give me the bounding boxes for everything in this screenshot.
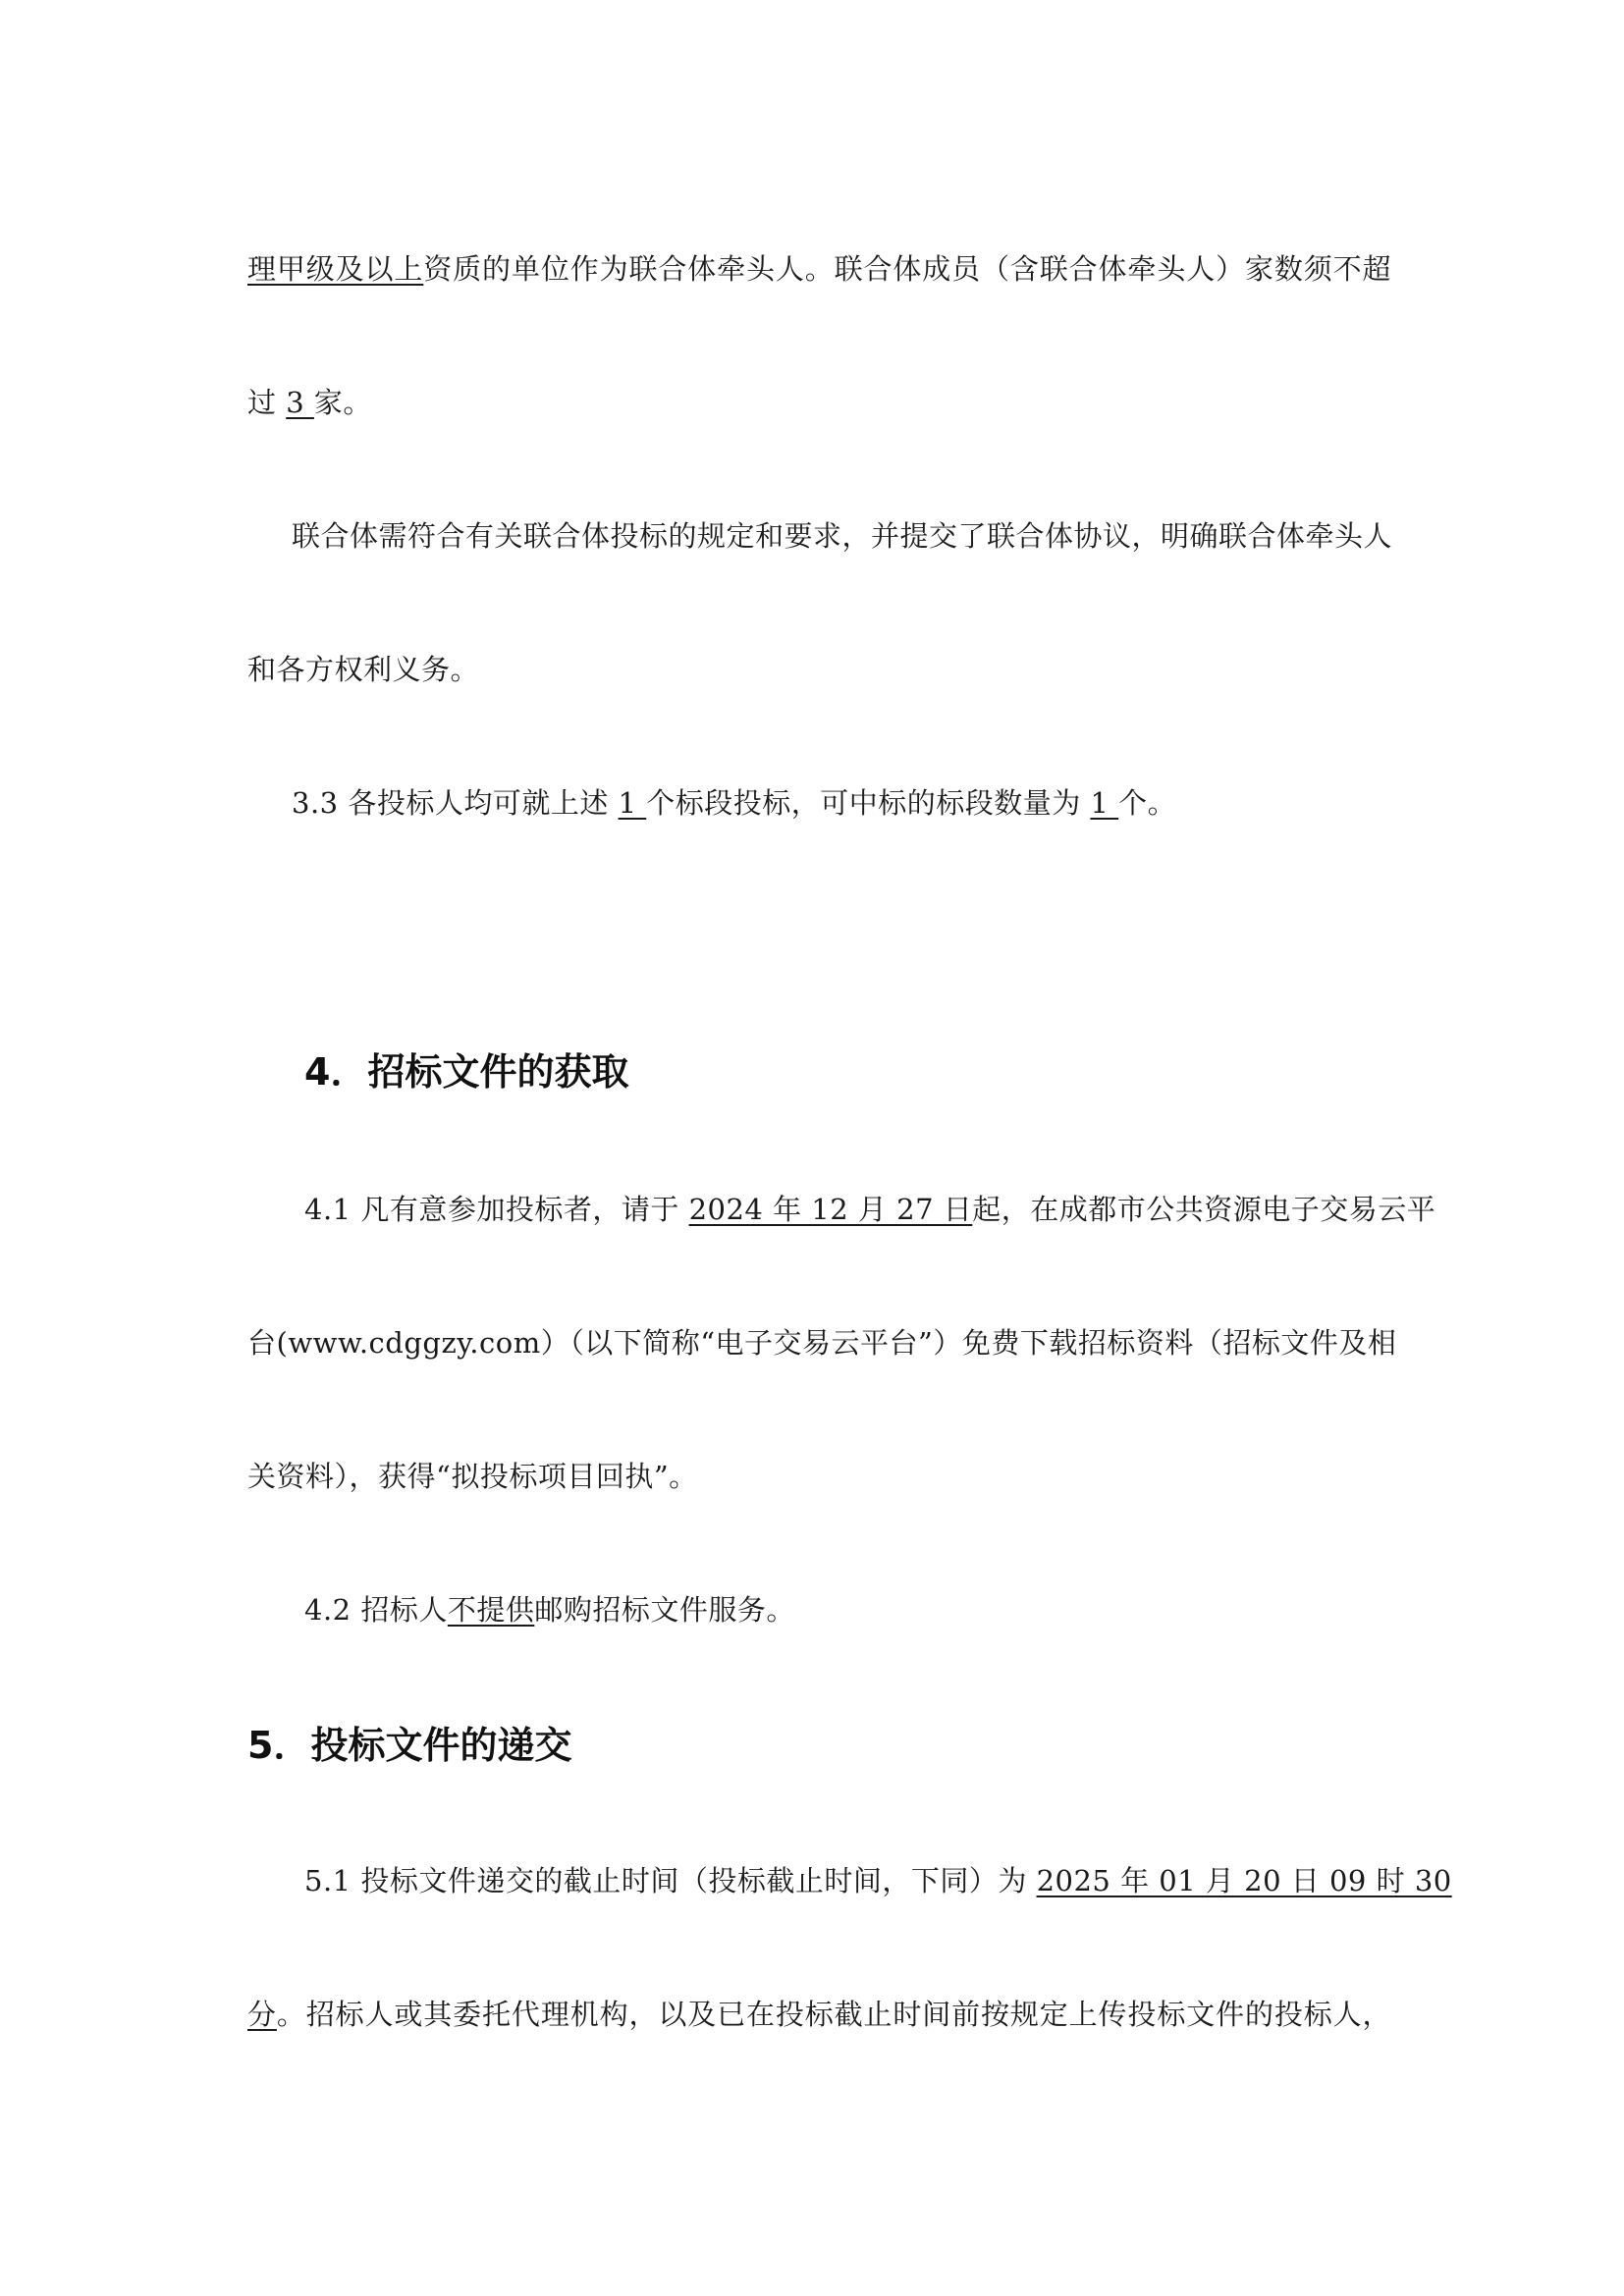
item-4-2-prefix: 4.2 招标人 bbox=[304, 1593, 448, 1627]
item-5-1-rest: 。招标人或其委托代理机构，以及已在投标截止时间前按规定上传投标文件的投标人， bbox=[276, 1998, 1391, 2031]
item-4-1-line-3: 关资料），获得“拟投标项目回执”。 bbox=[247, 1460, 698, 1493]
section-5-heading: 5．投标文件的递交 bbox=[247, 1724, 572, 1767]
item-4-2-suffix: 邮购招标文件服务。 bbox=[534, 1593, 795, 1627]
qualification-level: 理甲级及以上 bbox=[247, 252, 424, 286]
item-4-1-line-2: 台(www.cdggzy.com）（以下简称“电子交易云平台”）免费下载招标资料（招标文件及相 bbox=[247, 1326, 1397, 1360]
paragraph-1-line-2-before: 过 bbox=[247, 386, 287, 419]
item-4-1-line-1 bbox=[304, 1190, 1436, 1229]
bid-deadline-minute-unit: 分 bbox=[247, 1998, 277, 2031]
item-5-1-line-2 bbox=[247, 1995, 1391, 2034]
paragraph-3-prefix: 3.3 各投标人均可就上述 bbox=[292, 786, 619, 820]
paragraph-2-line-2: 和各方权利义务。 bbox=[247, 653, 480, 686]
item-5-1-prefix: 5.1 投标文件递交的截止时间（投标截止时间，下同）为 bbox=[304, 1864, 1037, 1897]
paragraph-1-line-2 bbox=[247, 383, 1391, 422]
winning-section-count: 1 bbox=[1090, 786, 1119, 820]
paragraph-3-middle: 个标段投标，可中标的标段数量为 bbox=[646, 786, 1091, 820]
section-4-heading: 4．招标文件的获取 bbox=[304, 1050, 629, 1094]
paragraph-3-3 bbox=[292, 783, 1435, 823]
bid-section-count: 1 bbox=[618, 786, 647, 820]
mail-order-service-status: 不提供 bbox=[447, 1593, 535, 1627]
paragraph-2-line-1: 联合体需符合有关联合体投标的规定和要求，并提交了联合体协议，明确联合体牵头人 bbox=[292, 519, 1393, 553]
item-4-1-prefix: 4.1 凡有意参加投标者，请于 bbox=[304, 1193, 689, 1226]
paragraph-3-suffix: 个。 bbox=[1118, 786, 1177, 820]
item-4-2 bbox=[304, 1590, 1448, 1629]
item-4-1-rest: 起，在成都市公共资源电子交易云平 bbox=[972, 1193, 1436, 1226]
member-count: 3 bbox=[286, 386, 314, 419]
paragraph-1-line-2-after: 家。 bbox=[313, 386, 372, 419]
item-5-1-line-1 bbox=[304, 1861, 1452, 1900]
document-release-date: 2024 年 12 月 27 日 bbox=[688, 1193, 973, 1226]
paragraph-1-line-1 bbox=[247, 249, 1391, 289]
paragraph-1-line-1-text: 资质的单位作为联合体牵头人。联合体成员（含联合体牵头人）家数须不超 bbox=[423, 252, 1391, 286]
bid-deadline: 2025 年 01 月 20 日 09 时 30 bbox=[1036, 1864, 1452, 1897]
